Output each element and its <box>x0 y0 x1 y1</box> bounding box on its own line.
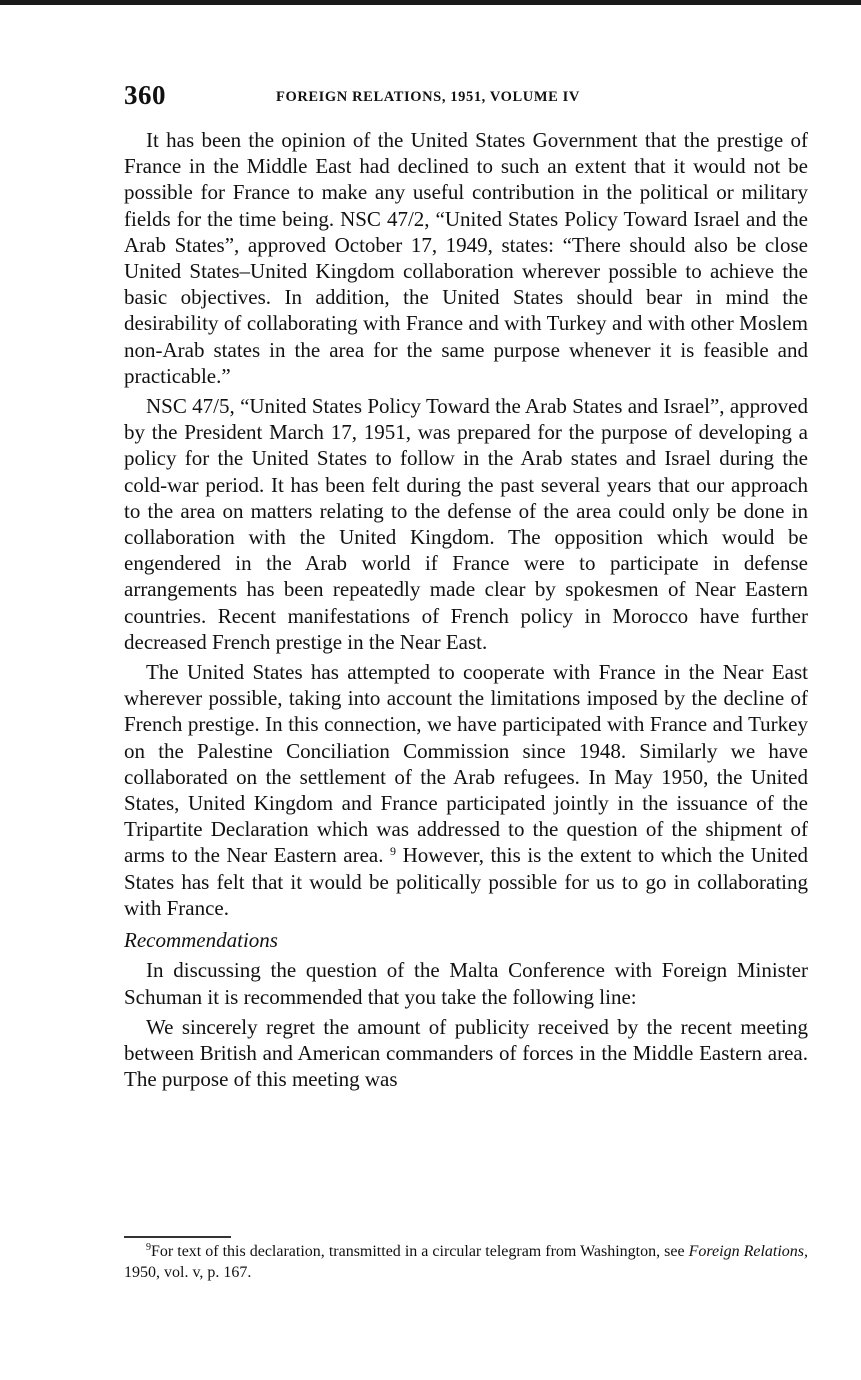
paragraph-5: We sincerely regret the amount of publicity received by the recent meeting between British and American commanders of forces in the Middle Eastern area. The purpose of this meeting was <box>124 1014 808 1092</box>
footnote-reference-9: 9 <box>390 844 397 859</box>
paragraph-2: NSC 47/5, “United States Policy Toward the Arab States and Israel”, approved by the President March 17, 1951, was prepared for the purpose of developing a policy for the United States to follow in the Arab states and Israel during the cold-war period. It has been felt during the past several years that our approach to the area on matters relating to the defense of the area could only be done in collaboration with the United Kingdom. The opposition which would be engendered in the Arab world if France were to participate in defense arrangements has been repeatedly made clear by spokesmen of Near Eastern countries. Recent manifestations of French policy in Morocco have further decreased French prestige in the Near East. <box>124 394 808 654</box>
paragraph-1: It has been the opinion of the United States Government that the prestige of France in the Middle East had declined to such an extent that it would not be possible for France to make any useful contribution in the political or military fields for the time being. NSC 47/2, “United States Policy Toward Israel and the Arab States”, approved October 17, 1949, states: “There should also be close United States–United Kingdom collaboration wherever possible to achieve the basic objectives. In addition, the United States should bear in mind the desirability of collaborating with France and with Turkey and with other Moslem non-Arab states in the area for the same purpose whenever it is feasible and practicable.” <box>124 128 808 388</box>
paragraph-4: In discussing the question of the Malta Conference with Foreign Minister Schuman it is recommended that you take the following line: <box>124 958 808 1009</box>
paragraph-3 <box>124 659 808 921</box>
footnote-rule <box>124 1236 231 1238</box>
paragraph-3-text-start: The United States has attempted to cooperate with France in the Near East wherever possible, taking into account the limitations imposed by the decline of French prestige. In this connection, we have participated with France and Turkey on the Palestine Conciliation Commission since 1948. Similarly we have collaborated on the settlement of the Arab refugees. In May 1950, the United States, United Kingdom and France participated jointly in the issuance of the Tripartite Declaration which was addressed to the question of the shipment of arms to the Near Eastern area. <box>124 660 808 868</box>
footnote-mark: 9 <box>146 1242 151 1253</box>
section-heading-recommendations: Recommendations <box>124 928 278 953</box>
page-header <box>124 80 808 114</box>
running-head: FOREIGN RELATIONS, 1951, VOLUME IV <box>276 89 580 105</box>
paragraph-3-text-end: However, this is the extent to which the United States has felt that it would be politically possible for us to go in collaborating with France. <box>124 843 809 920</box>
page-number: 360 <box>124 80 166 110</box>
footnote-italic-title: Foreign Relations, <box>688 1243 809 1260</box>
footnote-text-start: For text of this declaration, transmitted in a circular telegram from Washington, see <box>151 1243 685 1260</box>
top-border-rule <box>0 0 861 5</box>
footnote-9 <box>124 1242 808 1283</box>
body-text <box>124 127 808 1096</box>
footnote-text-end: 1950, vol. v, p. 167. <box>124 1263 252 1281</box>
